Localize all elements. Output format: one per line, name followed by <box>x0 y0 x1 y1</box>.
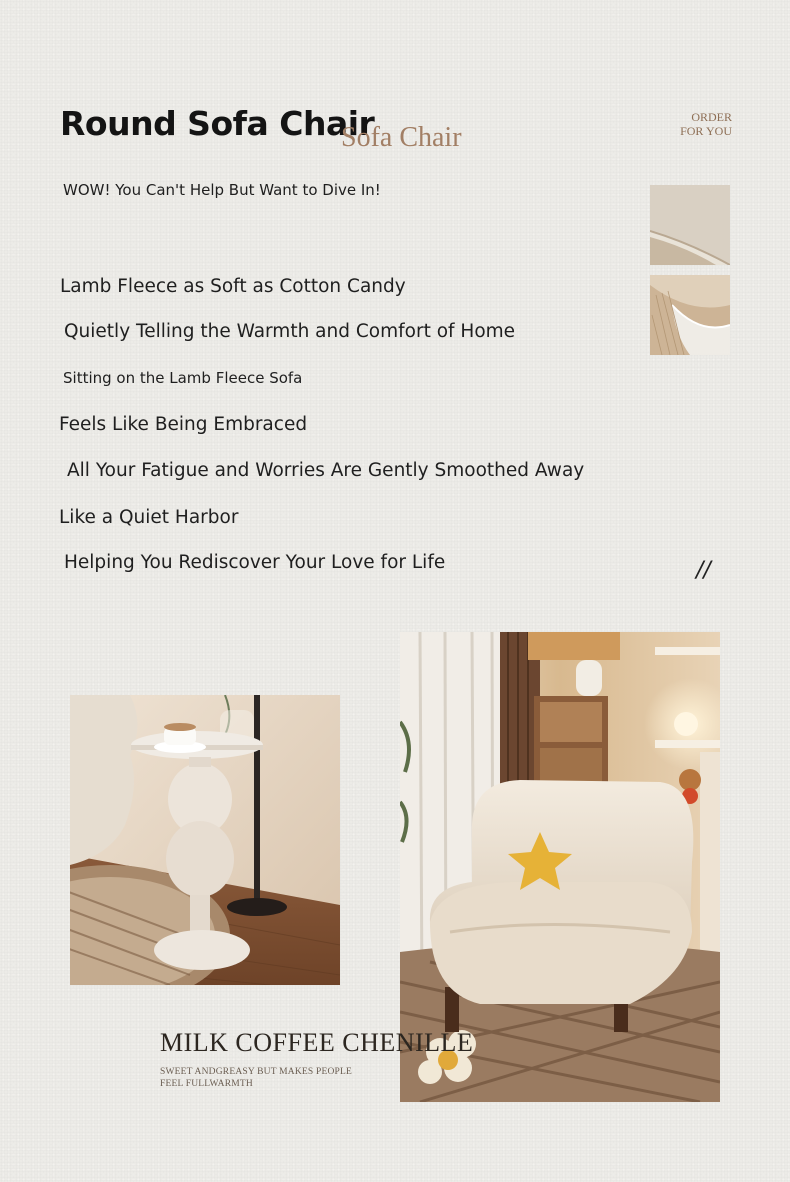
copy-line-5: All Your Fatigue and Worries Are Gently Smoothed Away <box>67 460 585 481</box>
order-line-2: FOR YOU <box>680 124 732 138</box>
decorative-slash-mark: // <box>696 558 711 583</box>
copy-line-6: Like a Quiet Harbor <box>59 507 239 528</box>
copy-line-3: Sitting on the Lamb Fleece Sofa <box>63 369 303 387</box>
caption-subtext <box>160 1066 352 1090</box>
caption-title: MILK COFFEE CHENILLE <box>160 1028 474 1057</box>
fabric-detail-thumb-2 <box>650 275 730 355</box>
copy-line-1: Lamb Fleece as Soft as Cotton Candy <box>60 276 406 297</box>
page-title: Round Sofa Chair <box>60 104 375 143</box>
caption-line-2: FEEL FULLWARMTH <box>160 1079 253 1089</box>
copy-line-4: Feels Like Being Embraced <box>59 414 308 435</box>
script-subtitle: Sofa Chair <box>341 122 462 153</box>
order-line-1: ORDER <box>691 110 732 124</box>
fabric-detail-thumb-1 <box>650 185 730 265</box>
caption-line-1: SWEET ANDGREASY BUT MAKES PEOPLE <box>160 1067 353 1077</box>
side-table-photo <box>70 695 340 985</box>
intro-line: WOW! You Can't Help But Want to Dive In! <box>63 181 381 199</box>
copy-line-7: Helping You Rediscover Your Love for Life <box>64 552 446 573</box>
copy-line-2: Quietly Telling the Warmth and Comfort of Home <box>64 321 516 342</box>
order-for-you-label <box>660 110 732 138</box>
